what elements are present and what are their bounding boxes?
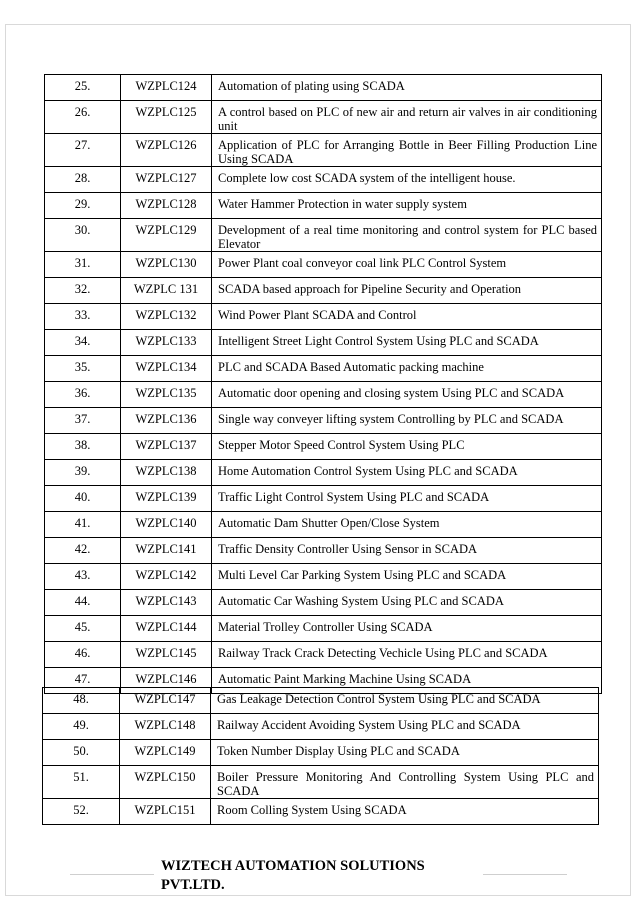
table-row — [43, 714, 599, 740]
serial-number-cell: 32. — [45, 278, 121, 304]
table-row — [45, 382, 602, 408]
footer-rule-right — [483, 874, 567, 875]
project-code-cell: WZPLC130 — [121, 252, 212, 278]
serial-number-cell: 39. — [45, 460, 121, 486]
project-title-cell: A control based on PLC of new air and return air valves in air conditioning unit — [212, 101, 602, 134]
project-code-cell: WZPLC129 — [121, 219, 212, 252]
project-code-cell: WZPLC144 — [121, 616, 212, 642]
project-title-cell: Traffic Light Control System Using PLC and SCADA — [212, 486, 602, 512]
serial-number-cell: 49. — [43, 714, 120, 740]
project-title-cell: Material Trolley Controller Using SCADA — [212, 616, 602, 642]
footer-line-2: PVT.LTD. — [161, 877, 225, 893]
project-code-cell: WZPLC136 — [121, 408, 212, 434]
project-title-cell: Power Plant coal conveyor coal link PLC Control System — [212, 252, 602, 278]
serial-number-cell: 52. — [43, 799, 120, 825]
project-title-cell: Application of PLC for Arranging Bottle in Beer Filling Production Line Using SCADA — [212, 134, 602, 167]
table-row — [45, 538, 602, 564]
table-row — [45, 101, 602, 134]
table-row — [45, 564, 602, 590]
project-table-continued — [42, 687, 599, 825]
footer-line-1: WIZTECH AUTOMATION SOLUTIONS — [161, 858, 425, 874]
table-row — [43, 766, 599, 799]
serial-number-cell: 26. — [45, 101, 121, 134]
serial-number-cell: 37. — [45, 408, 121, 434]
project-title-cell: Stepper Motor Speed Control System Using PLC — [212, 434, 602, 460]
project-code-cell: WZPLC132 — [121, 304, 212, 330]
project-code-cell: WZPLC149 — [120, 740, 211, 766]
project-title-cell: Gas Leakage Detection Control System Using PLC and SCADA — [211, 688, 599, 714]
project-table-main-body — [45, 75, 602, 694]
project-title-cell: SCADA based approach for Pipeline Security and Operation — [212, 278, 602, 304]
project-code-cell: WZPLC126 — [121, 134, 212, 167]
project-title-cell: Intelligent Street Light Control System Using PLC and SCADA — [212, 330, 602, 356]
table-row — [45, 590, 602, 616]
serial-number-cell: 51. — [43, 766, 120, 799]
project-code-cell: WZPLC139 — [121, 486, 212, 512]
project-title-cell: Automatic door opening and closing system Using PLC and SCADA — [212, 382, 602, 408]
serial-number-cell: 42. — [45, 538, 121, 564]
table-row — [45, 486, 602, 512]
serial-number-cell: 35. — [45, 356, 121, 382]
project-code-cell: WZPLC125 — [121, 101, 212, 134]
project-code-cell: WZPLC142 — [121, 564, 212, 590]
project-title-cell: Railway Track Crack Detecting Vechicle Using PLC and SCADA — [212, 642, 602, 668]
serial-number-cell: 45. — [45, 616, 121, 642]
project-table-continued-body — [43, 688, 599, 825]
project-title-cell: Railway Accident Avoiding System Using PLC and SCADA — [211, 714, 599, 740]
project-code-cell: WZPLC150 — [120, 766, 211, 799]
serial-number-cell: 48. — [43, 688, 120, 714]
serial-number-cell: 36. — [45, 382, 121, 408]
project-title-cell: Water Hammer Protection in water supply system — [212, 193, 602, 219]
serial-number-cell: 44. — [45, 590, 121, 616]
serial-number-cell: 34. — [45, 330, 121, 356]
project-title-cell: Boiler Pressure Monitoring And Controlling System Using PLC and SCADA — [211, 766, 599, 799]
table-row — [43, 740, 599, 766]
serial-number-cell: 25. — [45, 75, 121, 101]
footer-rule-left — [70, 874, 154, 875]
project-title-cell: Token Number Display Using PLC and SCADA — [211, 740, 599, 766]
project-table-main — [44, 74, 602, 694]
table-row — [45, 434, 602, 460]
project-title-cell: Home Automation Control System Using PLC and SCADA — [212, 460, 602, 486]
project-title-cell: Development of a real time monitoring and control system for PLC based Elevator — [212, 219, 602, 252]
project-code-cell: WZPLC135 — [121, 382, 212, 408]
serial-number-cell: 50. — [43, 740, 120, 766]
table-row — [45, 616, 602, 642]
table-row — [45, 278, 602, 304]
project-title-cell: Automatic Paint Marking Machine Using SCADA — [212, 668, 602, 694]
serial-number-cell: 27. — [45, 134, 121, 167]
project-title-cell: PLC and SCADA Based Automatic packing machine — [212, 356, 602, 382]
serial-number-cell: 41. — [45, 512, 121, 538]
project-code-cell: WZPLC133 — [121, 330, 212, 356]
project-code-cell: WZPLC151 — [120, 799, 211, 825]
project-code-cell: WZPLC128 — [121, 193, 212, 219]
project-title-cell: Automatic Car Washing System Using PLC and SCADA — [212, 590, 602, 616]
table-row — [45, 460, 602, 486]
serial-number-cell: 43. — [45, 564, 121, 590]
table-row — [45, 252, 602, 278]
table-row — [45, 134, 602, 167]
serial-number-cell: 28. — [45, 167, 121, 193]
project-code-cell: WZPLC124 — [121, 75, 212, 101]
table-row — [45, 642, 602, 668]
table-row — [43, 799, 599, 825]
table-row — [45, 512, 602, 538]
project-title-cell: Single way conveyer lifting system Controlling by PLC and SCADA — [212, 408, 602, 434]
footer-company-name — [161, 857, 481, 895]
project-code-cell: WZPLC 131 — [121, 278, 212, 304]
table-row — [43, 688, 599, 714]
project-title-cell: Multi Level Car Parking System Using PLC and SCADA — [212, 564, 602, 590]
project-code-cell: WZPLC137 — [121, 434, 212, 460]
table-row — [45, 219, 602, 252]
table-row — [45, 330, 602, 356]
project-code-cell: WZPLC145 — [121, 642, 212, 668]
serial-number-cell: 40. — [45, 486, 121, 512]
table-row — [45, 193, 602, 219]
serial-number-cell: 47. — [45, 668, 121, 694]
project-code-cell: WZPLC143 — [121, 590, 212, 616]
serial-number-cell: 30. — [45, 219, 121, 252]
serial-number-cell: 38. — [45, 434, 121, 460]
table-row — [45, 356, 602, 382]
project-code-cell: WZPLC147 — [120, 688, 211, 714]
project-code-cell: WZPLC134 — [121, 356, 212, 382]
project-code-cell: WZPLC140 — [121, 512, 212, 538]
table-row — [45, 304, 602, 330]
serial-number-cell: 31. — [45, 252, 121, 278]
table-row — [45, 408, 602, 434]
serial-number-cell: 33. — [45, 304, 121, 330]
table-row — [45, 167, 602, 193]
project-title-cell: Room Colling System Using SCADA — [211, 799, 599, 825]
project-title-cell: Automation of plating using SCADA — [212, 75, 602, 101]
serial-number-cell: 29. — [45, 193, 121, 219]
project-title-cell: Automatic Dam Shutter Open/Close System — [212, 512, 602, 538]
project-title-cell: Complete low cost SCADA system of the intelligent house. — [212, 167, 602, 193]
serial-number-cell: 46. — [45, 642, 121, 668]
project-code-cell: WZPLC127 — [121, 167, 212, 193]
project-title-cell: Wind Power Plant SCADA and Control — [212, 304, 602, 330]
table-row — [45, 75, 602, 101]
project-code-cell: WZPLC138 — [121, 460, 212, 486]
project-title-cell: Traffic Density Controller Using Sensor in SCADA — [212, 538, 602, 564]
project-code-cell: WZPLC146 — [121, 668, 212, 694]
project-code-cell: WZPLC141 — [121, 538, 212, 564]
project-code-cell: WZPLC148 — [120, 714, 211, 740]
